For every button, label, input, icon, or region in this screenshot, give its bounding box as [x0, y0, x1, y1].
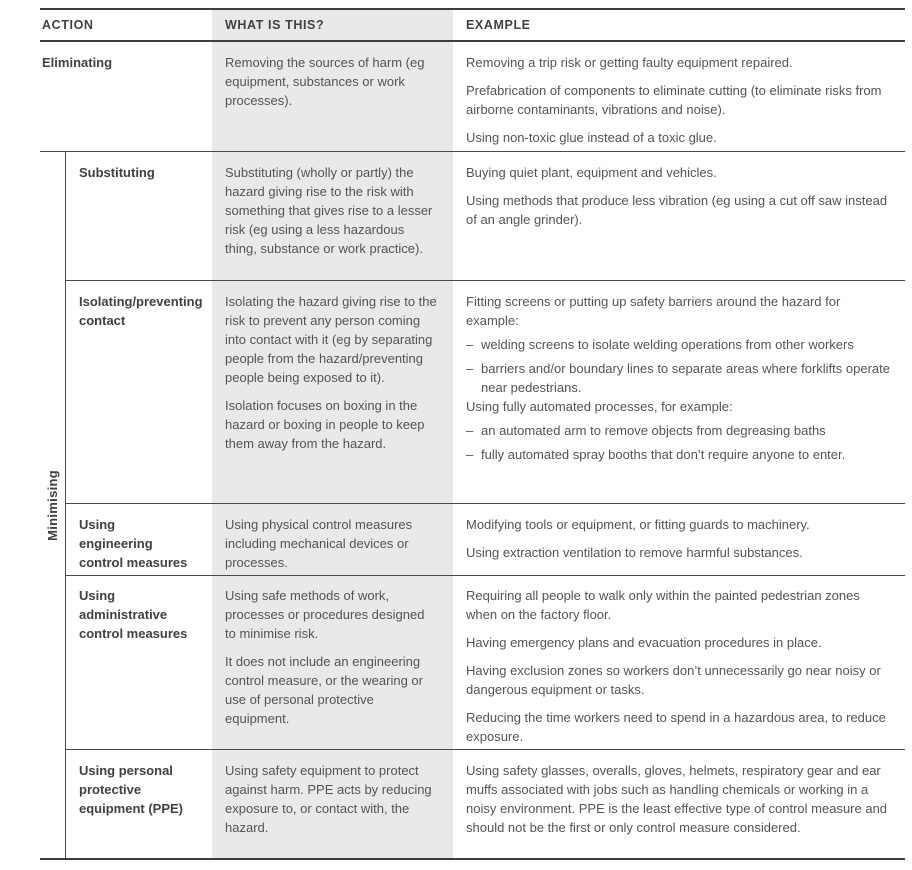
- bullet-item: [466, 445, 894, 464]
- example-paragraph: Prefabrication of components to eliminate cutting (to eliminate risks from airborne contaminants, vibrations and noise).: [466, 83, 882, 117]
- bullet-dash: –: [466, 447, 474, 462]
- what-paragraph: Isolating the hazard giving rise to the risk to prevent any person coming into contact with it (eg by separating people from the hazard/preventing people being exposed to it).: [225, 294, 437, 385]
- bullet-text: fully automated spray booths that don’t require anyone to enter.: [481, 447, 846, 462]
- bullet-item: [466, 421, 894, 440]
- example-paragraph: Fitting screens or putting up safety barriers around the hazard for example:: [466, 294, 841, 328]
- table-header-row: [40, 10, 905, 42]
- header-action: ACTION: [42, 18, 94, 32]
- example-paragraph: Requiring all people to walk only within the painted pedestrian zones when on the factory floor.: [466, 588, 860, 622]
- example-cell: [453, 42, 905, 151]
- bullet-text: welding screens to isolate welding operations from other workers: [481, 337, 854, 352]
- what-paragraph: Using safety equipment to protect against harm. PPE acts by reducing exposure to, or contact with, the hazard.: [225, 763, 432, 835]
- example-paragraph: Modifying tools or equipment, or fitting guards to machinery.: [466, 517, 810, 532]
- table-row-substituting: [66, 152, 905, 280]
- row-action-label: Using personal protective equipment (PPE): [79, 763, 184, 816]
- table-row-administrative-controls: [66, 575, 905, 749]
- row-action-label: Using administrative control measures: [79, 588, 188, 641]
- row-action-label: Eliminating: [42, 55, 113, 70]
- bullet-dash: –: [466, 337, 474, 352]
- example-paragraph: Removing a trip risk or getting faulty equipment repaired.: [466, 55, 793, 70]
- example-paragraph: Using methods that produce less vibration (eg using a cut off saw instead of an angle grinder).: [466, 193, 888, 227]
- table-row-engineering-controls: [66, 503, 905, 575]
- what-paragraph: Substituting (wholly or partly) the hazard giving rise to the risk with something that gives rise to a lesser risk (eg using a less hazardous thing, substance or work practice).: [225, 165, 433, 256]
- row-action-label: Isolating/preventing contact: [79, 294, 203, 328]
- what-cell: [212, 42, 453, 151]
- example-paragraph: Using non-toxic glue instead of a toxic glue.: [466, 130, 717, 145]
- action-cell: [66, 281, 212, 503]
- example-paragraph: Using fully automated processes, for example:: [466, 399, 733, 414]
- what-paragraph: Using safe methods of work, processes or procedures designed to minimise risk.: [225, 588, 425, 641]
- bullet-item: [466, 359, 894, 397]
- header-example: EXAMPLE: [466, 18, 531, 32]
- example-cell: [453, 504, 904, 575]
- example-paragraph: Having exclusion zones so workers don’t unnecessarily go near noisy or dangerous equipment or tasks.: [466, 663, 881, 697]
- what-cell: [212, 281, 453, 503]
- row-action-label: Using engineering control measures: [79, 517, 188, 570]
- example-cell: [453, 152, 904, 280]
- row-action-label: Substituting: [79, 165, 155, 180]
- what-paragraph: Isolation focuses on boxing in the hazard or boxing in people to keep them away from the hazard.: [225, 398, 425, 451]
- what-cell: [212, 504, 453, 575]
- group-label-column: [40, 152, 66, 858]
- hierarchy-of-controls-table: [40, 8, 905, 860]
- table-row-isolating: [66, 280, 905, 503]
- table-row-ppe: [66, 749, 905, 858]
- action-cell: [66, 750, 212, 858]
- what-cell: [212, 750, 453, 858]
- example-paragraph: Using safety glasses, overalls, gloves, helmets, respiratory gear and ear muffs associated with jobs such as handling chemicals or working in a noisy environment. PPE is the least effective type of control measure and should not be the first or only control measure considered.: [466, 763, 888, 835]
- table-row-eliminating: [40, 42, 905, 152]
- minimising-group-rows: [66, 152, 905, 858]
- minimising-group: [40, 152, 905, 858]
- bullet-dash: –: [466, 361, 474, 376]
- group-label-minimising: Minimising: [45, 469, 60, 541]
- example-paragraph: Using extraction ventilation to remove harmful substances.: [466, 545, 803, 560]
- action-cell: [66, 152, 212, 280]
- bullet-text: an automated arm to remove objects from degreasing baths: [481, 423, 826, 438]
- what-paragraph: It does not include an engineering control measure, or the wearing or use of personal protective equipment.: [225, 654, 423, 726]
- what-cell: [212, 576, 453, 749]
- example-paragraph: Buying quiet plant, equipment and vehicles.: [466, 165, 717, 180]
- bullet-item: [466, 335, 894, 354]
- example-cell: [453, 576, 904, 749]
- header-what-is-this: WHAT IS THIS?: [212, 10, 453, 40]
- action-cell: [66, 504, 212, 575]
- action-cell: [66, 576, 212, 749]
- bullet-text: barriers and/or boundary lines to separate areas where forklifts operate near pedestrians.: [481, 361, 890, 395]
- what-cell: [212, 152, 453, 280]
- example-cell: [453, 750, 904, 858]
- example-paragraph: Reducing the time workers need to spend in a hazardous area, to reduce exposure.: [466, 710, 886, 744]
- action-cell: [40, 42, 212, 151]
- example-paragraph: Having emergency plans and evacuation procedures in place.: [466, 635, 822, 650]
- what-paragraph: Removing the sources of harm (eg equipment, substances or work processes).: [225, 55, 425, 108]
- bullet-dash: –: [466, 423, 474, 438]
- what-paragraph: Using physical control measures including mechanical devices or processes.: [225, 517, 413, 570]
- example-cell: [453, 281, 904, 503]
